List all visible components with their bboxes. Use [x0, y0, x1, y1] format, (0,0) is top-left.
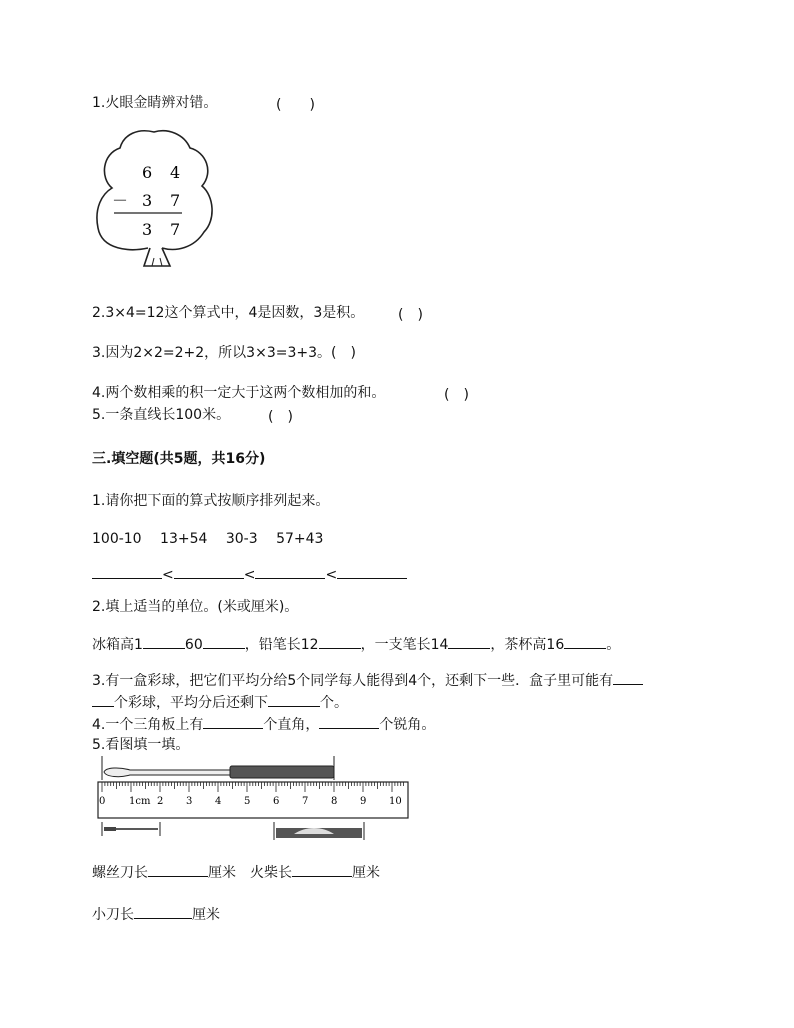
- answer-blank[interactable]: [92, 564, 162, 579]
- units-text: 。: [606, 637, 621, 653]
- answer-blank[interactable]: [148, 862, 208, 877]
- answer-paren[interactable]: ( ): [444, 387, 469, 403]
- ruler-label: 2: [157, 796, 164, 807]
- units-text: ，一支笔长14: [360, 637, 449, 653]
- fill-question-4: [92, 714, 435, 734]
- ruler-illustration: [96, 756, 414, 846]
- answer-blank[interactable]: [143, 634, 185, 649]
- answer-blank[interactable]: [319, 714, 379, 729]
- answer-blank[interactable]: [203, 634, 245, 649]
- ruler-label: 1cm: [129, 796, 151, 807]
- answer-blank[interactable]: [203, 714, 263, 729]
- fill-question-1-text: 1.请你把下面的算式按顺序排列起来。: [92, 493, 330, 509]
- unit-text: 厘米: [352, 865, 380, 881]
- ordering-blanks: [92, 564, 407, 584]
- ruler-label: 9: [360, 796, 367, 807]
- units-text: ，茶杯高16: [490, 637, 565, 653]
- unit-text: 厘米: [192, 907, 220, 923]
- ruler-label: 0: [99, 796, 106, 807]
- question-text: 4.一个三角板上有: [92, 717, 204, 733]
- minus-sign: －: [112, 191, 129, 210]
- question-text: 螺丝刀长: [92, 865, 148, 881]
- question-text: 小刀长: [92, 907, 134, 923]
- units-text: 冰箱高1: [92, 637, 143, 653]
- answer-blank[interactable]: [268, 692, 320, 707]
- expression-list: 100-10 13+54 30-3 57+43: [92, 531, 324, 547]
- ruler-label: 10: [389, 796, 402, 807]
- ruler-label: 8: [331, 796, 338, 807]
- question-text: 火柴长: [250, 865, 292, 881]
- answer-blank[interactable]: [613, 670, 643, 685]
- question-text: 个锐角。: [379, 717, 436, 733]
- ruler-label: 7: [302, 796, 309, 807]
- answer-blank[interactable]: [337, 564, 407, 579]
- knife-image: [102, 822, 160, 836]
- ruler-label: 5: [244, 796, 251, 807]
- question-2-text: 2.3×4=12这个算式中，4是因数，3是积。: [92, 305, 365, 321]
- digit: 6: [142, 163, 153, 182]
- ruler-label: 3: [186, 796, 193, 807]
- units-text: ，铅笔长12: [244, 637, 319, 653]
- digit: 7: [170, 191, 181, 210]
- answer-paren[interactable]: ( ): [398, 307, 423, 323]
- question-5-text: 5.一条直线长100米。: [92, 407, 231, 423]
- answer-paren[interactable]: ( ): [268, 409, 293, 425]
- answer-blank[interactable]: [255, 564, 325, 579]
- answer-blank[interactable]: [292, 862, 352, 877]
- question-3-text: 3.因为2×2=2+2，所以3×3=3+3。( ): [92, 345, 356, 361]
- digit: 4: [170, 163, 181, 182]
- measure-line-1: [92, 862, 380, 882]
- screwdriver-image: [102, 756, 334, 780]
- question-text: 个。: [320, 695, 348, 711]
- answer-blank[interactable]: [448, 634, 490, 649]
- question-1-text: 1.火眼金睛辨对错。: [92, 95, 218, 111]
- match-image: [274, 822, 364, 840]
- answer-blank[interactable]: [92, 692, 114, 707]
- digit: 7: [170, 220, 181, 239]
- ruler-label: 6: [273, 796, 280, 807]
- digit: 3: [142, 220, 153, 239]
- fill-question-3-line2: [92, 692, 348, 712]
- question-text: 3.有一盒彩球，把它们平均分给5个同学每人能得到4个，还剩下一些．盒子里可能有: [92, 673, 614, 689]
- fill-question-5-text: 5.看图填一填。: [92, 737, 190, 753]
- answer-blank[interactable]: [319, 634, 361, 649]
- units-line: [92, 634, 620, 654]
- section-heading: 三.填空题(共5题，共16分): [92, 451, 266, 467]
- tree-subtraction-illustration: [94, 128, 218, 270]
- fill-question-2-text: 2.填上适当的单位。(米或厘米)。: [92, 599, 299, 615]
- tree-trunk: [144, 248, 170, 266]
- question-text: 个直角，: [263, 717, 320, 733]
- answer-blank[interactable]: [564, 634, 606, 649]
- answer-blank[interactable]: [174, 564, 244, 579]
- units-text: 60: [184, 637, 203, 653]
- unit-text: 厘米: [208, 865, 236, 881]
- less-than-sign: <: [162, 567, 174, 583]
- measure-line-2: [92, 904, 220, 924]
- question-4-text: 4.两个数相乘的积一定大于这两个数相加的和。: [92, 385, 386, 401]
- digit: 3: [142, 191, 153, 210]
- ruler-label: 4: [215, 796, 222, 807]
- fill-question-3-line1: [92, 670, 643, 690]
- less-than-sign: <: [325, 567, 338, 583]
- answer-blank[interactable]: [134, 904, 192, 919]
- question-text: 个彩球，平均分后还剩下: [114, 695, 268, 711]
- less-than-sign: <: [243, 567, 256, 583]
- answer-paren[interactable]: ( ): [276, 97, 315, 113]
